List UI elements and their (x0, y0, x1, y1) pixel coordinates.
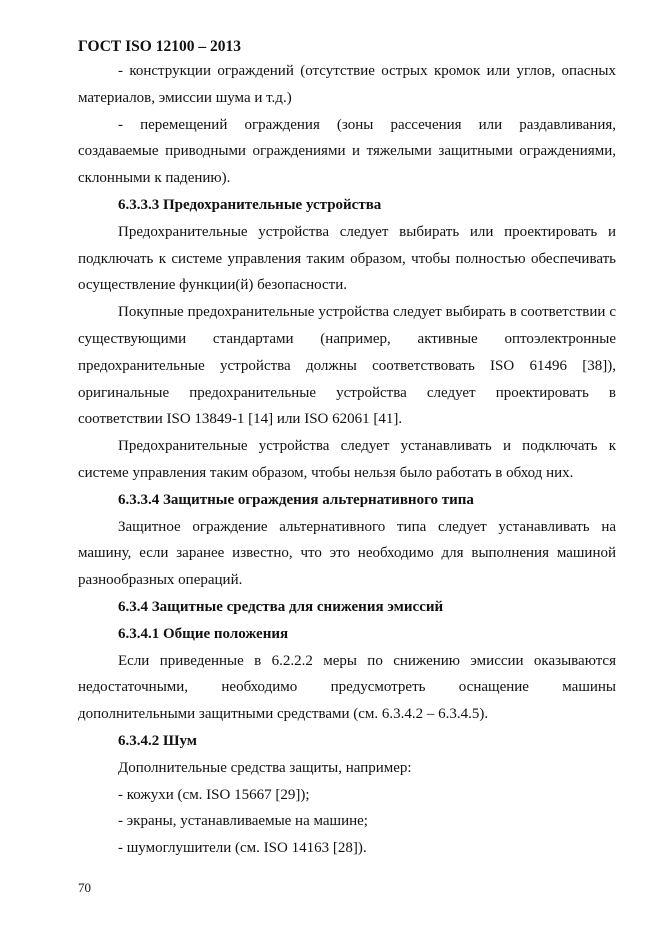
paragraph: Дополнительные средства защиты, например: (118, 759, 412, 776)
paragraph: Если приведенные в 6.2.2.2 меры по снижению эмиссии оказываются недостаточными, необходимо предусмотреть оснащение машины дополнительными защитными средствами (см. 6.3.4.2 – 6.3.4.5). (78, 652, 616, 723)
section-heading: 6.3.4.2 Шум (118, 732, 197, 749)
list-item: - экраны, устанавливаемые на машине; (118, 813, 368, 830)
paragraph: - конструкции ограждений (отсутствие острых кромок или углов, опасных материалов, эмиссии шума и т.д.) (78, 63, 616, 106)
paragraph: Покупные предохранительные устройства следует выбирать в соответствии с существующими стандартами (например, активные оптоэлектронные предохранительные устройства должны соответствовать ISO 61496 [38]), оригинальные предохранительные устройства следует проектировать в соответствии ISO 13849-1 [14] или ISO 62061 [41]. (78, 304, 616, 428)
section-heading: 6.3.3.4 Защитные ограждения альтернативного типа (118, 491, 474, 508)
running-header: ГОСТ ISO 12100 – 2013 (78, 38, 241, 55)
section-heading: 6.3.3.3 Предохранительные устройства (118, 196, 382, 213)
list-item: - шумоглушители (см. ISO 14163 [28]). (118, 840, 367, 857)
section-heading: 6.3.4 Защитные средства для снижения эмиссий (118, 598, 444, 615)
paragraph: Предохранительные устройства следует устанавливать и подключать к системе управления таким образом, чтобы нельзя было работать в обход них. (78, 438, 616, 481)
page-body (78, 58, 616, 862)
paragraph: Защитное ограждение альтернативного типа следует устанавливать на машину, если заранее известно, что это необходимо для выполнения машиной разнообразных операций. (78, 518, 616, 589)
paragraph: - перемещений ограждения (зоны рассечения или раздавливания, создаваемые приводными ограждениями и тяжелыми защитными ограждениями, склонными к падению). (78, 116, 616, 187)
section-heading: 6.3.4.1 Общие положения (118, 625, 289, 642)
list-item: - кожухи (см. ISO 15667 [29]); (118, 786, 310, 803)
paragraph: Предохранительные устройства следует выбирать или проектировать и подключать к системе управления таким образом, чтобы полностью обеспечивать осуществление функции(й) безопасности. (78, 223, 616, 294)
page-number: 70 (78, 880, 91, 895)
